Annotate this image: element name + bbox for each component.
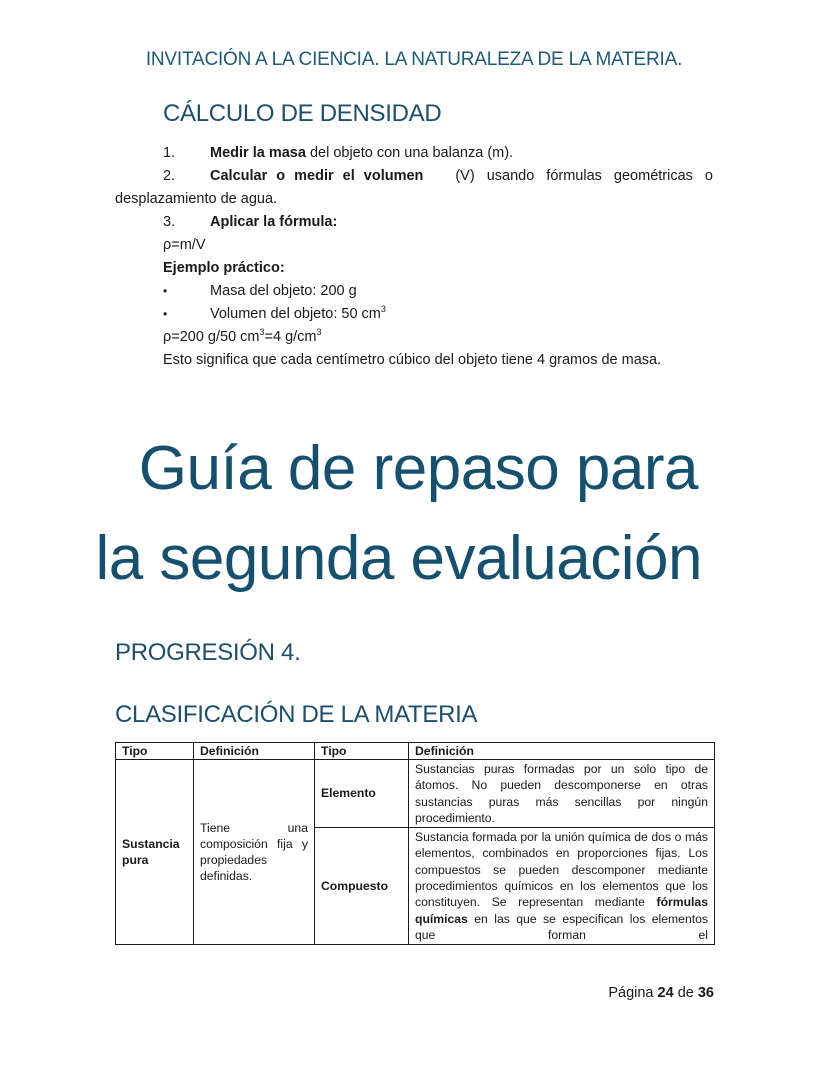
step-text: del objeto con una balanza (m). [305, 145, 514, 161]
step-2-continuation: desplazamiento de agua. [115, 191, 278, 207]
table-row [116, 760, 715, 828]
step-bold: Calcular o medir el volumen [210, 168, 424, 184]
example-bullet: • Masa del objeto: 200 g [163, 280, 357, 303]
subtype-cell: Elemento [315, 760, 409, 828]
group-type-cell: Sustancia pura [116, 760, 194, 945]
step-text: (V) usando fórmulas geométricas o [455, 168, 713, 184]
classification-title: CLASIFICACIÓN DE LA MATERIA [115, 701, 478, 728]
header-cell: Tipo [315, 743, 409, 760]
group-definition-cell: Tiene una composición fija y propiedades definidas. [194, 760, 315, 945]
subtype-cell: Compuesto [315, 828, 409, 945]
example-bullet: • Volumen del objeto: 50 $cm^3$ [163, 303, 386, 326]
step-3 [163, 211, 337, 234]
subtype-definition-cell: Sustancia formada por la unión química de dos o más elementos, combinados en proporciones fijas. Los compuestos se pueden descomponer mediante procedimientos químicos en los elementos que los constituyen. Se representan mediante fórmulas químicas en las que se especifican los elementos que forman el [409, 828, 715, 945]
classification-table [115, 742, 715, 945]
example-label: Ejemplo práctico: [163, 260, 285, 276]
example-conclusion: Esto significa que cada centímetro cúbico del objeto tiene 4 gramos de masa. [163, 352, 662, 368]
header-cell: Definición [194, 743, 315, 760]
step-bold: Medir la masa [210, 145, 306, 161]
bullet-icon: • [163, 284, 168, 298]
step-1 [163, 142, 513, 165]
density-formula: ρ=m/V [163, 237, 206, 253]
guide-title-line-1: Guía de repaso para [138, 434, 698, 503]
bullet-icon: • [163, 307, 168, 321]
subtype-definition-cell: Sustancias puras formadas por un solo tipo de átomos. No pueden descomponerse en otras sustancias puras más sencillas por ningún procedimiento. [409, 760, 715, 828]
step-number: 1. [163, 145, 176, 161]
running-header: INVITACIÓN A LA CIENCIA. LA NATURALEZA DE LA MATERIA. [145, 49, 683, 70]
page-number: Página 24 de 36 [608, 985, 714, 1001]
guide-title-line-2: la segunda evaluación [95, 524, 702, 593]
step-2 [163, 165, 713, 188]
table-header-row [116, 743, 715, 760]
step-number: 3. [163, 214, 176, 230]
example-calculation: ρ=200 g/50 $cm^3=4$ $g/cm^3$ [163, 327, 322, 345]
step-number: 2. [163, 168, 176, 184]
progression-title: PROGRESIÓN 4. [115, 639, 301, 666]
step-bold: Aplicar la fórmula: [210, 214, 338, 230]
density-section-title: CÁLCULO DE DENSIDAD [163, 100, 442, 127]
header-cell: Definición [409, 743, 715, 760]
header-cell: Tipo [116, 743, 194, 760]
